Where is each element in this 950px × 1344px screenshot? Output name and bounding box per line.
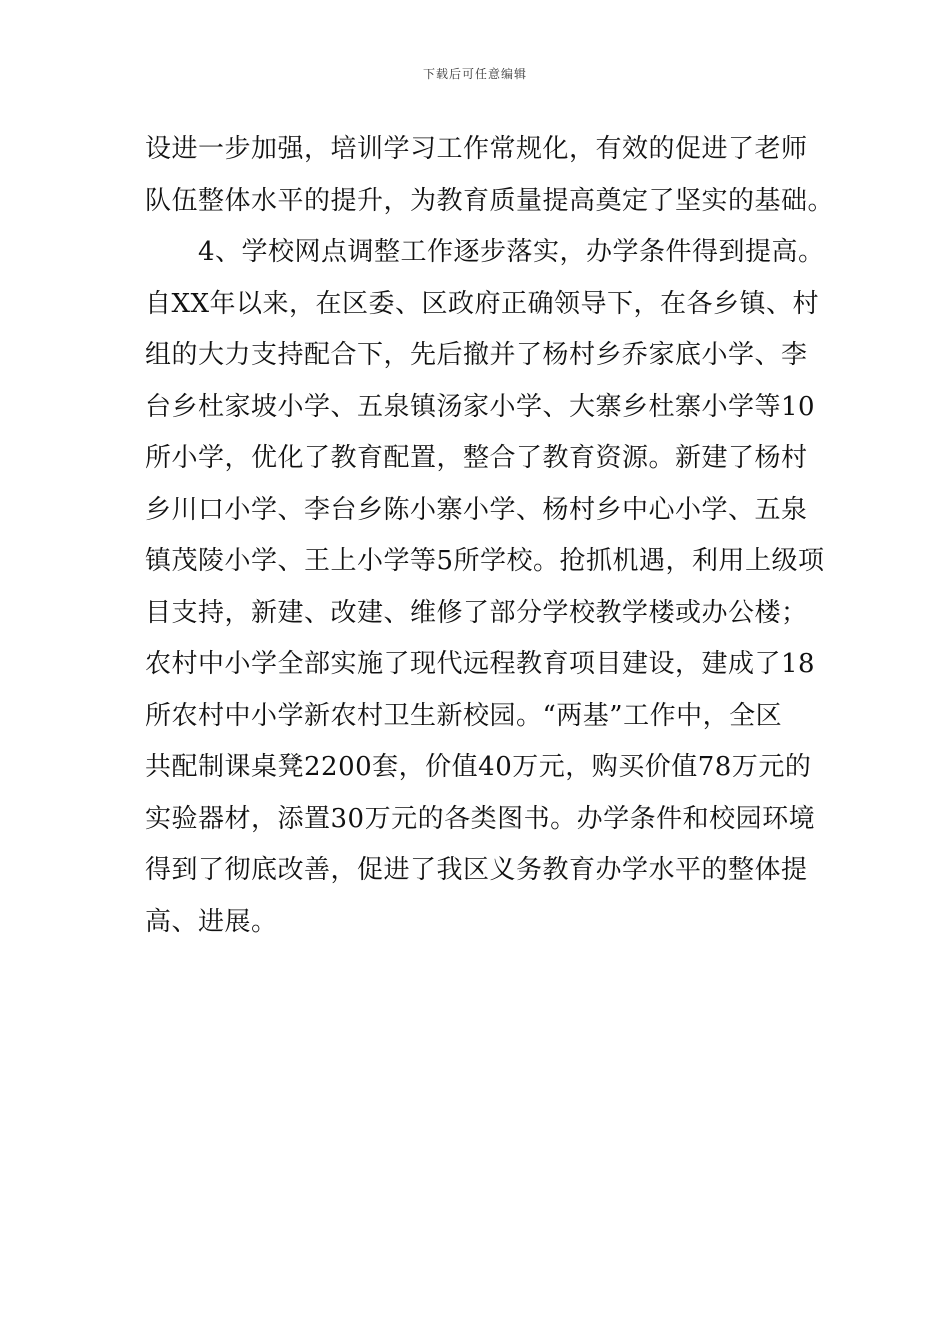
body-line-4: 自XX年以来，在区委、区政府正确领导下，在各乡镇、村	[145, 288, 820, 319]
body-line-16: 高、进展。	[145, 906, 278, 937]
body-line-8: 乡川口小学、李台乡陈小寨小学、杨村乡中心小学、五泉	[145, 494, 808, 525]
body-line-1: 设进一步加强，培训学习工作常规化，有效的促进了老师	[145, 134, 808, 164]
page-header: 下载后可任意编辑	[422, 67, 527, 81]
body-line-14: 实验器材，添置30万元的各类图书。办学条件和校园环境	[145, 803, 816, 834]
body-line-10: 目支持，新建、改建、维修了部分学校教学楼或办公楼；	[145, 597, 808, 628]
body-line-2: 队伍整体水平的提升，为教育质量提高奠定了坚实的基础。	[145, 185, 835, 216]
body-line-15: 得到了彻底改善，促进了我区义务教育办学水平的整体提	[145, 855, 808, 885]
body-line-9: 镇茂陵小学、王上小学等5所学校。抢抓机遇，利用上级项	[145, 546, 825, 576]
body-line-12: 所农村中小学新农村卫生新校园。“两基”工作中，全区	[145, 700, 783, 731]
body-line-7: 所小学，优化了教育配置，整合了教育资源。新建了杨村	[145, 443, 808, 473]
document-body	[145, 124, 835, 948]
body-line-11: 农村中小学全部实施了现代远程教育项目建设，建成了18	[145, 649, 816, 679]
body-line-13: 共配制课桌凳2200套，价值40万元，购买价值78万元的	[145, 752, 812, 782]
body-line-3: 4、学校网点调整工作逐步落实，办学条件得到提高。	[145, 237, 825, 267]
body-line-6: 台乡杜家坡小学、五泉镇汤家小学、大寨乡杜寨小学等10	[145, 391, 816, 422]
body-line-5: 组的大力支持配合下，先后撤并了杨村乡乔家底小学、李	[145, 340, 808, 370]
